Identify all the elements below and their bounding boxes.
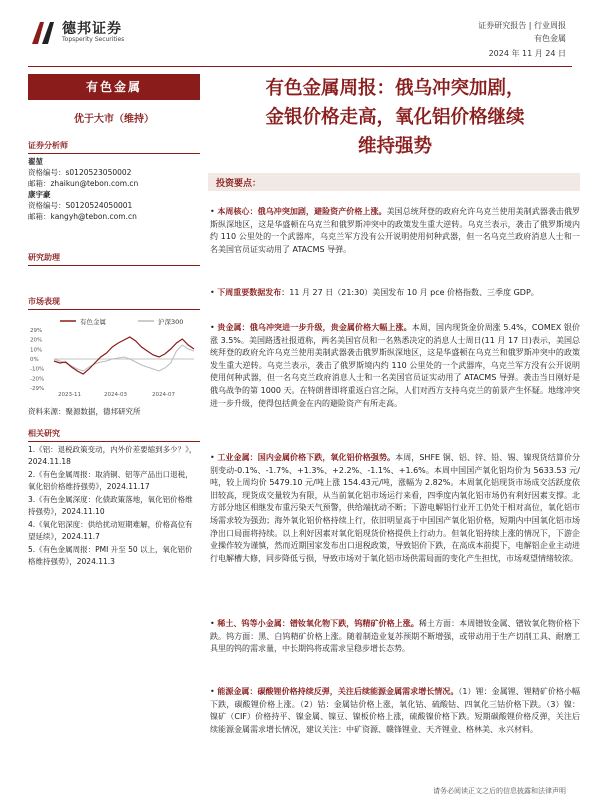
invest-bar — [208, 173, 580, 191]
related-section-title: 相关研究 — [28, 428, 200, 442]
analyst-email[interactable]: 邮箱：kangyh@tebon.com.cn — [28, 212, 137, 221]
section-head: 下周重要数据发布： — [217, 288, 290, 297]
section-body: 11 月 27 日（21:30）美国发布 10 月 pce 价格指数、三季度 GDP。 — [289, 288, 539, 297]
y-tick-label: -29% — [30, 386, 45, 392]
x-tick-label: 2024-03 — [104, 392, 127, 398]
report-type: 证券研究报告 | 行业周报 — [478, 21, 566, 30]
related-item[interactable]: 5.《有色金属周报：PMI 升至 50 以上，氧化铝价格维持强势》，2024.11.3 — [28, 545, 193, 566]
assistant-section-title: 研究助理 — [28, 252, 200, 266]
analyst-list — [28, 156, 200, 222]
section-body: 本周，SHFE 铜、铝、锌、铅、锡、镍现货结算价分别变动-0.1%、-1.7%、+1.3%、+2.2%、-1.1%、+1.6%。本周中国国产氧化铝均价为 5633.53 元/吨，较上周均价 5479.10 元/吨上涨 154.43元/吨，涨幅为 2.82%。本周氧化铝现货市场成交活跃度依旧较高，现货成交量较为有限，从当前氧化铝市场运行来看，四季度内氧化铝市场仍有利好因素支撑。北方部分地区相继发布重污染天气预警，供给端扰动不断；下游电解铝行业开工仍处于相对高位，氧化铝市场需求较为强劲；海外氧化铝价格持续上行，依旧明显高于中国国产氧化铝价格，短期内中国氧化铝市场净出口局面将持续。以上利好因素对氧化铝现货价格提供上行动力。但氧化铝持续上涨的情况下，下游企业操作较为谨慎，然而近期国家发布出口退税政策，导致铝价下跌，在高成本前提下，电解铝企业主动进行电解槽大修，同步降低亏损，导致市场对于氧化铝市场供需局面的变化产生担忧，市场观望情绪较浓。 — [210, 453, 580, 563]
section-precious: • 贵金属：俄乌冲突进一步升级，贵金属价格大幅上涨。本周，国内现货金价周涨 5.4%，COMEX 银价涨 3.5%。美国路透社报道称，两名美国官员和一名熟悉决定的消息人士周日(11 月 17 日)表示，美国总统拜登的政府允许乌克兰使用美制武器袭击俄罗斯纵深地区，这是华盛顿在乌克兰和俄罗斯冲突中的政策发生重大逆转。乌克兰表示，袭击了俄罗斯境内约 110 公里处的一个武器库，乌克兰军方没有公开说明使用何种武器，但一名乌克兰政府消息人士和一名美国官员证实动用了 ATACMS 导弹。袭击当日刚好是俄乌战争的第 1000 天。在特朗普即将重返白宫之际，人们对西方支持乌克兰的前景产生怀疑。地缘冲突进一步升级，使得包括黄金在内的避险资产有所走高。 — [210, 323, 580, 408]
header-divider — [28, 66, 572, 67]
analyst-section-title: 证券分析师 — [28, 140, 200, 154]
title-line: 维持强势 — [357, 136, 432, 157]
section-core: • 本周核心：俄乌冲突加剧，避险资产价格上涨。美国总统拜登的政府允许乌克兰使用美制武器袭击俄罗斯纵深地区，这是华盛顿在乌克兰和俄罗斯冲突中的政策发生重大逆转。乌克兰表示，袭击了俄罗斯境内约 110 公里处的一个武器库，乌克兰军方没有公开说明使用何种武器，但一名乌克兰政府消息人士和一名美国官员证实动用了 ATACMS 导弹。 — [210, 207, 581, 254]
analyst-name: 翟堃 — [28, 157, 43, 166]
related-list — [28, 444, 198, 569]
series-line-nonferrous — [54, 337, 194, 374]
market-chart — [28, 312, 200, 400]
related-item[interactable]: 2.《有色金属周报：取消铜、铝等产品出口退税，氧化铝价格维持强势》，2024.11.17 — [28, 470, 193, 491]
section-minor-metals: • 稀土、钨等小金属：镨钕氧化物下跌，钨精矿价格上涨。稀土方面：本周镨钕金属、镨钕氧化物价格下跌。钨方面：黑、白钨精矿价格上涨。随着制造业复苏预期不断增强，或带动用于生产切削工具、耐磨工具里的钨的需求量，中长期钨将或需求呈稳步增长态势。 — [210, 619, 581, 654]
footer-disclaimer: 请务必阅读正文之后的信息披露和法律声明 — [433, 787, 566, 795]
y-tick-label: 10% — [30, 347, 43, 354]
analyst-cert: 资格编号：S0120524050001 — [28, 201, 133, 210]
invest-label: 投资要点： — [216, 179, 262, 189]
rating: 优于大市（维持） — [74, 114, 154, 125]
title-line: 有色金属周报：俄乌冲突加剧， — [265, 78, 525, 99]
related-item[interactable]: 1.《铝：退税政策变动，内外价差要缩到多少？》，2024.11.18 — [28, 445, 197, 466]
section-head: 能源金属：碳酸锂价格持续反弹，关注后续能源金属需求增长情况。 — [217, 687, 459, 696]
logo-text: 德邦证券 — [62, 21, 122, 37]
section-head: 贵金属：俄乌冲突进一步升级，贵金属价格大幅上涨。 — [217, 323, 412, 332]
logo-icon — [28, 18, 58, 48]
related-item[interactable]: 4.《氧化铝深度：供给扰动短期难解，价格高位有望延续》，2024.11.7 — [28, 520, 193, 541]
y-tick-label: -20% — [30, 376, 45, 383]
legend-label-a: 有色金属 — [80, 318, 106, 326]
logo-subtext: Topsperity Securities — [62, 36, 125, 43]
analyst-cert: 资格编号：s0120523050002 — [28, 168, 132, 177]
section-body: （1）锂：金属锂、锂精矿价格小幅下跌，碳酸锂价格上涨。（2）钴：金属钴价格上涨，氧化钴、硫酸钴、四氧化三钴价格下跌。（3）镍：镍矿（CIF）价格持平、镍金属、镍豆、镍板价格上涨，硫酸镍价格下跌。短期碳酸锂价格反弹，关注后续能源金属需求增长情况，建议关注：中矿资源、赣锋锂业、天齐锂业、格林美、永兴材料。 — [210, 687, 581, 734]
section-head: 稀土、钨等小金属：镨钕氧化物下跌，钨精矿价格上涨。 — [217, 619, 419, 628]
x-tick-label: 2024-07 — [152, 392, 175, 398]
x-tick-label: 2023-11 — [58, 392, 81, 398]
y-tick-label: -10% — [30, 366, 45, 373]
y-tick-label: 29% — [30, 328, 43, 334]
chart-source: 资料来源：聚源数据，德邦研究所 — [28, 407, 141, 416]
y-tick-label: 20% — [30, 337, 43, 344]
sector-box: 有色金属 — [28, 74, 200, 100]
title-line: 金银价格走高，氧化铝价格继续 — [265, 107, 525, 128]
y-tick-label: 0% — [30, 357, 39, 363]
report-title — [210, 74, 580, 161]
analyst-name: 康宇豪 — [28, 190, 51, 199]
sector-tag: 有色金属 — [534, 34, 566, 43]
series-line-csi300 — [54, 345, 194, 371]
analyst-email[interactable]: 邮箱：zhaikun@tebon.com.cn — [28, 179, 139, 188]
section-data-release: • 下周重要数据发布：11 月 27 日（21:30）美国发布 10 月 pce 价格指数、三季度 GDP。 — [210, 288, 539, 297]
report-date: 2024 年 11 月 24 日 — [488, 49, 566, 58]
market-section-title: 市场表现 — [28, 296, 200, 310]
section-body: 美国总统拜登的政府允许乌克兰使用美制武器袭击俄罗斯纵深地区，这是华盛顿在乌克兰和俄罗斯冲突中的政策发生重大逆转。乌克兰表示，袭击了俄罗斯境内约 110 公里处的一个武器库，乌克兰军方没有公开说明使用何种武器，但一名乌克兰政府消息人士和一名美国官员证实动用了 ATACMS 导弹。 — [210, 207, 581, 254]
section-head: 工业金属：国内金属价格下跌，氧化铝价格强势。 — [217, 453, 396, 462]
legend-label-b: 沪深300 — [158, 318, 184, 326]
section-body: 本周，国内现货金价周涨 5.4%，COMEX 银价涨 3.5%。美国路透社报道称，两名美国官员和一名熟悉决定的消息人士周日(11 月 17 日)表示，美国总统拜登的政府允许乌克兰使用美制武器袭击俄罗斯纵深地区，这是华盛顿在乌克兰和俄罗斯冲突中的政策发生重大逆转。乌克兰表示，袭击了俄罗斯境内约 110 公里处的一个武器库，乌克兰军方没有公开说明使用何种武器，但一名乌克兰政府消息人士和一名美国官员证实动用了 ATACMS 导弹。袭击当日刚好是俄乌战争的第 1000 天。在特朗普即将重返白宫之际，人们对西方支持乌克兰的前景产生怀疑。地缘冲突进一步升级，使得包括黄金在内的避险资产有所走高。 — [210, 323, 580, 408]
section-head: 本周核心：俄乌冲突加剧，避险资产价格上涨。 — [217, 207, 387, 216]
section-body: 稀土方面：本周镨钕金属、镨钕氧化物价格下跌。钨方面：黑、白钨精矿价格上涨。随着制造业复苏预期不断增强，或带动用于生产切削工具、耐磨工具里的钨的需求量，中长期钨将或需求呈稳步增长态势。 — [210, 619, 581, 654]
related-item[interactable]: 3.《有色金属深度：化债政策落地，氧化铝价格维持强势》，2024.11.10 — [28, 495, 193, 516]
section-industrial: • 工业金属：国内金属价格下跌，氧化铝价格强势。本周，SHFE 铜、铝、锌、铅、锡、镍现货结算价分别变动-0.1%、-1.7%、+1.3%、+2.2%、-1.1%、+1.6%。本周中国国产氧化铝均价为 5633.53 元/吨，较上周均价 5479.10 元/吨上涨 154.43元/吨，涨幅为 2.82%。本周氧化铝现货市场成交活跃度依旧较高，现货成交量较为有限，从当前氧化铝市场运行来看，四季度内氧化铝市场仍有利好因素支撑。北方部分地区相继发布重污染天气预警，供给端扰动不断；下游电解铝行业开工仍处于相对高位，氧化铝市场需求较为强劲；海外氧化铝价格持续上行，依旧明显高于中国国产氧化铝价格，短期内中国氧化铝市场净出口局面将持续。以上利好因素对氧化铝现货价格提供上行动力。但氧化铝持续上涨的情况下，下游企业操作较为谨慎，然而近期国家发布出口退税政策，导致铝价下跌，在高成本前提下，电解铝企业主动进行电解槽大修，同步降低亏损，导致市场对于氧化铝市场供需局面的变化产生担忧，市场观望情绪较浓。 — [210, 453, 580, 563]
section-energy-metals: • 能源金属：碳酸锂价格持续反弹，关注后续能源金属需求增长情况。（1）锂：金属锂、锂精矿价格小幅下跌，碳酸锂价格上涨。（2）钴：金属钴价格上涨，氧化钴、硫酸钴、四氧化三钴价格下跌。（3）镍：镍矿（CIF）价格持平、镍金属、镍豆、镍板价格上涨，硫酸镍价格下跌。短期碳酸锂价格反弹，关注后续能源金属需求增长情况，建议关注：中矿资源、赣锋锂业、天齐锂业、格林美、永兴材料。 — [210, 687, 581, 734]
